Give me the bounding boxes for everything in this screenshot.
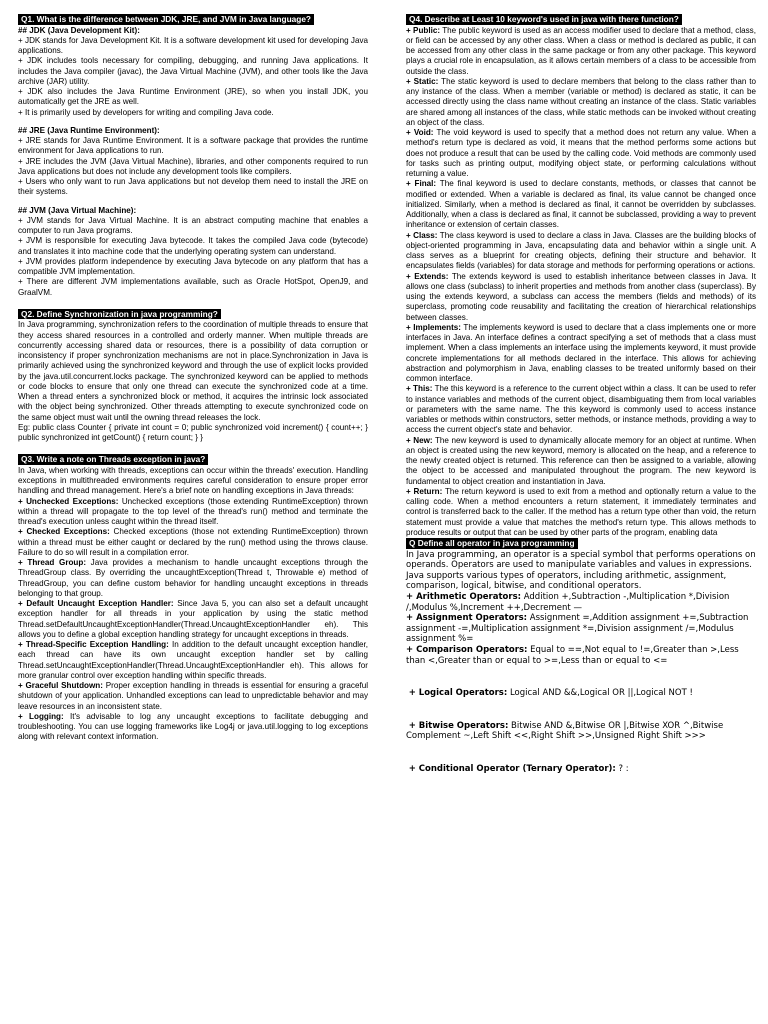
q4-item-label: + Class: xyxy=(406,230,438,240)
jdk-point: + JDK includes tools necessary for compiling, debugging, and running Java applications. It includes the Java compiler (javac), the Java Virtual Machine (JVM), and other tools like the Java archive (JAR) utility. xyxy=(18,56,368,86)
q3-item xyxy=(18,497,368,528)
q2-section xyxy=(18,309,368,444)
q3-item-text: Checked exceptions (those not extending RuntimeException) thrown within a thread must be either caught or declared by the run() method using the throws clause. Failure to do so will result in a compilation error. xyxy=(18,527,369,557)
q3-item-text: In addition to the default uncaught exception handler, each thread can have its own uncaught exception handler set by calling Thread.setUncaughtExceptionHandler(Thread.UncaughtExceptionHandler eh). This allows for more granular control over exception handling within specific threads. xyxy=(18,640,368,680)
q4-item xyxy=(406,272,756,323)
q5-heading: Q Define all operator in java programming xyxy=(406,538,578,549)
q4-item xyxy=(406,323,756,385)
q4-item-text: The new keyword is used to dynamically allocate memory for an object at runtime. When an object is created using the new keyword, memory is allocated on the heap, and a reference to the newly created object is returned. This reference can then be assigned to a variable, allowing the object to be accessed and manipulated throughout the program. The new keyword is fundamental to object creation and instantiation in Java. xyxy=(406,435,756,486)
q4-item xyxy=(406,77,756,128)
q5-arithmetic-label: + Arithmetic Operators: xyxy=(406,591,522,602)
jdk-point: + JDK also includes the Java Runtime Environment (JRE), so when you install JDK, you automatically get the JRE as well. xyxy=(18,87,368,107)
q4-item xyxy=(406,487,756,538)
q3-item-label: + Unchecked Exceptions: xyxy=(18,496,119,506)
q3-item-text: Unchecked exceptions (those extending RuntimeException) thrown within a thread will propagate to the top level of the thread's run() method and terminate the thread's execution unless caught within the thread itself. xyxy=(18,496,368,526)
q5-bitwise xyxy=(406,721,756,742)
jvm-point: + JVM stands for Java Virtual Machine. It is an abstract computing machine that enables a computer to run Java programs. xyxy=(18,215,368,235)
q5-arithmetic xyxy=(406,592,756,613)
q3-item-label: + Default Uncaught Exception Handler: xyxy=(18,599,174,608)
q4-item xyxy=(406,384,756,435)
q4-item xyxy=(406,128,756,179)
q3-section xyxy=(18,454,368,742)
q5-arithmetic-text: Addition +,Subtraction -,Multiplication *,Division /,Modulus %,Increment ++,Decrement — xyxy=(406,591,730,613)
jre-point: + Users who only want to run Java applications but not develop them need to install the JRE on their systems. xyxy=(18,177,368,197)
q4-item-text: The implements keyword is used to declare that a class implements one or more interfaces in Java. An interface defines a contract specifying a set of methods that a class must implement. When a class implements an interface using the implements keyword, it must provide concrete implementations for all methods declared in the interface. This allows for achieving abstraction and polymorphism in Java, enabling classes to be treated uniformly based on their common interface. xyxy=(406,322,756,383)
q2-heading: Q2. Define Synchronization in java programming? xyxy=(18,309,221,320)
q4-item xyxy=(406,26,756,77)
q3-item xyxy=(18,599,368,640)
right-column xyxy=(406,14,756,775)
jvm-title: ## JVM (Java Virtual Machine): xyxy=(18,205,137,215)
q4-item xyxy=(406,231,756,272)
jvm-point: + There are different JVM implementations available, such as Oracle HotSpot, OpenJ9, and GraalVM. xyxy=(18,277,368,297)
q4-item-label: + This: xyxy=(406,384,433,394)
q5-logical xyxy=(406,688,756,699)
q3-item xyxy=(18,681,368,712)
q3-item xyxy=(18,527,368,558)
q3-item-text: Java provides a mechanism to handle uncaught exceptions through the ThreadGroup class. By overriding the uncaughtException(Thread t, Throwable e) method of ThreadGroup, you can define custom behavior for handling uncaught exceptions in threads belonging to that group. xyxy=(18,558,368,598)
q5-bitwise-text: Bitwise AND &,Bitwise OR |,Bitwise XOR ^,Bitwise Complement ~,Left Shift <<,Right Shift >>,Unsigned Right Shift >>> xyxy=(406,720,724,742)
q4-item-text: The class keyword is used to declare a class in Java. Classes are the building blocks of object-oriented programming in Java, encapsulating data and behavior within a single unit. A class serves as a blueprint for creating objects, defining their structure and behavior. It encapsulates fields (variables) for data storage and methods for performing operations or actions. xyxy=(406,230,756,271)
q3-item-label: + Thread-Specific Exception Handling: xyxy=(18,640,169,649)
jre-title: ## JRE (Java Runtime Environment): xyxy=(18,125,160,135)
q3-item-label: + Graceful Shutdown: xyxy=(18,681,103,690)
q4-heading: Q4. Describe at Least 10 keyword's used in java with there function? xyxy=(406,14,682,25)
q4-item-text: The extends keyword is used to establish inheritance between classes in Java. It allows one class (subclass) to inherit properties and methods from another class (superclass). By using the extends keyword, a subclass can access the members (fields and methods) of its superclass, promoting code reusability and facilitating the creation of hierarchical relationships between classes. xyxy=(406,271,756,322)
q4-item-label: + Final: xyxy=(406,179,437,189)
q4-item xyxy=(406,436,756,487)
q1-heading: Q1. What is the difference between JDK, JRE, and JVM in Java language? xyxy=(18,14,314,25)
q3-item-label: + Checked Exceptions: xyxy=(18,527,110,537)
jdk-title: ## JDK (Java Development Kit): xyxy=(18,25,140,35)
q5-logical-text: Logical AND &&,Logical OR ||,Logical NOT ! xyxy=(507,688,693,699)
q4-item-text: The return keyword is used to exit from a method and optionally return a value to the calling code. When a method encounters a return statement, it immediately terminates and control is transferred back to the caller. If the method has a return type other than void, the return statement must provide a value that matches the method's return type. This allows methods to produce results or output that can be used by other parts of the program, enabling data xyxy=(406,486,756,537)
jre-point: + JRE includes the JVM (Java Virtual Machine), libraries, and other components required to run Java applications but does not include any development tools like compilers. xyxy=(18,156,368,176)
jdk-point: + JDK stands for Java Development Kit. It is a software development kit used for developing Java applications. xyxy=(18,35,368,55)
jdk-point: + It is primarily used by developers for writing and compiling Java code. xyxy=(18,107,274,117)
q4-item-text: The this keyword is a reference to the current object within a class. It can be used to refer to instance variables and methods of the current object, disambiguating them from local variables or parameters with the same name. The this keyword is commonly used to access instance variables or methods within constructors, setter methods, or instance methods, providing a way to access the current object's state and behavior. xyxy=(406,384,757,435)
q4-item-text: The public keyword is used as an access modifier used to declare that a method, class, or field can be accessed by any other class. When a class or method is declared as public, it can be accessed from any other class in the same package or from any other package. This keyword plays a crucial role in encapsulation, as it allows certain members of a class to be accessible from outside the class. xyxy=(406,25,756,76)
q3-intro: In Java, when working with threads, exceptions can occur within the threads' execution. Handling exceptions in multithreaded environments requires careful consideration to ensure proper error handling and thread management. Here's a brief note on handling exceptions in Java threads: xyxy=(18,465,368,496)
q4-item-label: + Void: xyxy=(406,128,434,137)
left-column xyxy=(18,14,368,743)
jvm-point: + JVM is responsible for executing Java bytecode. It takes the compiled Java code (bytecode) and translates it into machine code that the underlying operating system can understand. xyxy=(18,236,368,256)
q3-item-text: Since Java 5, you can also set a default uncaught exception handler for all threads in your application by using the static method Thread.setDefaultUncaughtExceptionHandler(Thread.UncaughtExceptionHandler eh). This allows you to define a global exception handling strategy for uncaught exceptions in threads. xyxy=(18,599,368,639)
q2-body: In Java programming, synchronization refers to the coordination of multiple threads to ensure that they access shared resources in a controlled and orderly manner. When multiple threads are concurrently accessing shared data or resources, there is a possibility of data corruption or inconsistency if proper synchronization mechanisms are not in place.Synchronization in Java is primarily achieved using the synchronized keyword and through the use of explicit locks provided by the java.util.concurrent.locks package. The synchronized keyword can be applied to methods or code blocks to ensure that only one thread can execute the synchronized code at a time. When a thread enters a synchronized block or method, it acquires the intrinsic lock associated with the object being synchronized. Other threads attempting to execute synchronized code on the same object must wait until the owning thread releases the lock. xyxy=(18,320,368,422)
q5-logical-label: + Logical Operators: xyxy=(408,688,508,699)
q5-assignment-text: Assignment =,Addition assignment +=,Subtraction assignment -=,Multiplication assignment *=,Division assignment /=,Modulus assignment %= xyxy=(406,613,749,645)
q5-bitwise-label: + Bitwise Operators: xyxy=(408,720,509,731)
q5-section xyxy=(406,538,756,775)
q4-item-label: + Static: xyxy=(406,76,439,86)
q3-item xyxy=(18,640,368,681)
q5-intro: In Java programming, an operator is a special symbol that performs operations on operands. Operators are used to manipulate variables and values in expressions. Java supports various types of operators, including arithmetic, assignment, comparison, logical, bitwise, and conditional operators. xyxy=(406,549,756,592)
q4-item-label: + Return: xyxy=(406,486,443,496)
q4-item xyxy=(406,179,756,230)
jre-point: + JRE stands for Java Runtime Environment. It is a software package that provides the runtime environment for Java applications to run. xyxy=(18,136,368,156)
q5-comparison-label: + Comparison Operators: xyxy=(406,644,528,655)
q4-item-text: The static keyword is used to declare members that belong to the class rather than to any instance of the class. When a member (variable or method) is declared as static, it can be accessed directly using the class name without creating an instance of the class. Static variables are shared among all instances of the class, while static methods can be invoked without creating an object of the class. xyxy=(406,76,756,127)
jvm-point: + JVM provides platform independence by executing Java bytecode on any platform that has a compatible JVM implementation. xyxy=(18,256,368,276)
q4-item-label: + Public: xyxy=(406,25,441,35)
q3-item-label: + Thread Group: xyxy=(18,558,87,567)
q5-assignment xyxy=(406,613,756,645)
q5-conditional-label: + Conditional Operator (Ternary Operator): xyxy=(408,763,616,774)
q3-item xyxy=(18,558,368,599)
q3-item xyxy=(18,712,368,743)
q2-example: Eg: public class Counter { private int count = 0; public synchronized void increment() { count++; } public synchronized int getCount() { return count; } } xyxy=(18,422,368,442)
q5-comparison-text: Equal to ==,Not equal to !=,Greater than >,Less than <,Greater than or equal to >=,Less than or equal to <= xyxy=(406,644,739,666)
q3-item-label: + Logging: xyxy=(18,711,64,721)
q3-heading: Q3. Write a note on Threads exception in java? xyxy=(18,454,208,465)
q4-item-label: + Implements: xyxy=(406,322,461,332)
q5-conditional xyxy=(406,764,756,775)
q4-item-text: The final keyword is used to declare constants, methods, or classes that cannot be modified or extended. When a variable is declared as final, its value cannot be changed once initialized. Similarly, when a method is declared as final, it cannot be overridden by subclasses. Additionally, when a class is declared as final, it cannot be subclassed, providing a way to prevent inheritance or extension of certain classes. xyxy=(406,179,757,230)
q5-comparison xyxy=(406,645,756,666)
q4-item-label: + New: xyxy=(406,435,433,445)
q5-assignment-label: + Assignment Operators: xyxy=(406,613,528,624)
q3-item-text: It's advisable to log any uncaught exceptions to facilitate debugging and troubleshooting. You can use logging frameworks like Log4j or java.util.logging to log exceptions along with relevant context information. xyxy=(18,711,368,742)
q4-item-text: The void keyword is used to specify that a method does not return any value. When a method's return type is declared as void, it means that the method performs some actions but does not produce a result that can be used by the calling code. Void methods are commonly used for tasks such as printing output, modifying object state, or performing calculations without returning a value. xyxy=(406,128,756,178)
q4-item-label: + Extends: xyxy=(406,271,449,281)
q5-conditional-text: ? : xyxy=(615,763,629,774)
q3-item-text: Proper exception handling in threads is essential for ensuring a graceful shutdown of your application. Unhandled exceptions can lead to unpredictable behavior and may leave resources in an inconsistent state. xyxy=(18,681,369,711)
